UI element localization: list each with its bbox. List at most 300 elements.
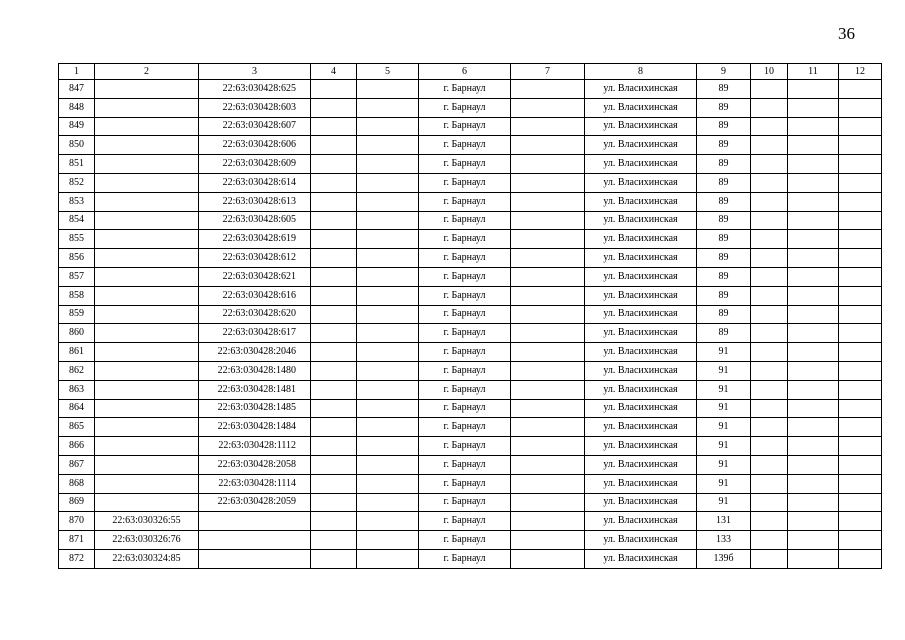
table-row <box>59 531 882 550</box>
empty-cell <box>311 80 357 99</box>
empty-cell <box>311 155 357 174</box>
empty-cell <box>751 249 788 268</box>
empty-cell <box>511 286 585 305</box>
cadastral-number-cell: 22:63:030428:617 <box>199 324 311 343</box>
cadastral-number-cell: 22:63:030428:1112 <box>199 437 311 456</box>
header-row <box>59 64 882 80</box>
city-cell: г. Барнаул <box>419 249 511 268</box>
empty-cell <box>357 474 419 493</box>
empty-cell <box>839 98 882 117</box>
page-number: 36 <box>838 24 855 43</box>
row-number-cell: 847 <box>59 80 95 99</box>
empty-cell <box>511 418 585 437</box>
cadastral-number-cell: 22:63:030428:606 <box>199 136 311 155</box>
empty-cell <box>357 173 419 192</box>
empty-cell <box>357 343 419 362</box>
column-header: 2 <box>95 64 199 80</box>
parcel-number-cell <box>95 305 199 324</box>
table-row <box>59 230 882 249</box>
column-header: 6 <box>419 64 511 80</box>
parcel-number-cell <box>95 211 199 230</box>
table-row <box>59 399 882 418</box>
street-cell: ул. Власихинская <box>585 324 697 343</box>
street-cell: ул. Власихинская <box>585 531 697 550</box>
column-header: 8 <box>585 64 697 80</box>
street-cell: ул. Власихинская <box>585 192 697 211</box>
city-cell: г. Барнаул <box>419 437 511 456</box>
empty-cell <box>511 230 585 249</box>
empty-cell <box>751 80 788 99</box>
empty-cell <box>788 343 839 362</box>
street-cell: ул. Власихинская <box>585 249 697 268</box>
empty-cell <box>357 98 419 117</box>
empty-cell <box>751 136 788 155</box>
empty-cell <box>788 192 839 211</box>
row-number-cell: 854 <box>59 211 95 230</box>
street-cell: ул. Власихинская <box>585 305 697 324</box>
row-number-cell: 851 <box>59 155 95 174</box>
empty-cell <box>511 80 585 99</box>
empty-cell <box>751 399 788 418</box>
column-header: 7 <box>511 64 585 80</box>
empty-cell <box>788 512 839 531</box>
street-cell: ул. Власихинская <box>585 455 697 474</box>
empty-cell <box>751 361 788 380</box>
cadastral-number-cell: 22:63:030428:2046 <box>199 343 311 362</box>
empty-cell <box>751 531 788 550</box>
empty-cell <box>357 305 419 324</box>
empty-cell <box>357 80 419 99</box>
parcel-number-cell <box>95 361 199 380</box>
city-cell: г. Барнаул <box>419 474 511 493</box>
empty-cell <box>751 512 788 531</box>
empty-cell <box>511 343 585 362</box>
street-cell: ул. Власихинская <box>585 549 697 568</box>
empty-cell <box>839 305 882 324</box>
row-number-cell: 871 <box>59 531 95 550</box>
table-row <box>59 380 882 399</box>
parcel-number-cell <box>95 155 199 174</box>
empty-cell <box>357 361 419 380</box>
city-cell: г. Барнаул <box>419 455 511 474</box>
empty-cell <box>311 531 357 550</box>
row-number-cell: 855 <box>59 230 95 249</box>
empty-cell <box>311 399 357 418</box>
empty-cell <box>839 267 882 286</box>
empty-cell <box>311 117 357 136</box>
empty-cell <box>311 249 357 268</box>
table-row <box>59 80 882 99</box>
row-number-cell: 857 <box>59 267 95 286</box>
house-number-cell: 89 <box>697 173 751 192</box>
empty-cell <box>357 380 419 399</box>
empty-cell <box>311 173 357 192</box>
house-number-cell: 131 <box>697 512 751 531</box>
street-cell: ул. Власихинская <box>585 230 697 249</box>
row-number-cell: 867 <box>59 455 95 474</box>
city-cell: г. Барнаул <box>419 324 511 343</box>
city-cell: г. Барнаул <box>419 343 511 362</box>
empty-cell <box>839 192 882 211</box>
cadastral-number-cell: 22:63:030428:614 <box>199 173 311 192</box>
empty-cell <box>788 305 839 324</box>
empty-cell <box>839 249 882 268</box>
cadastral-number-cell: 22:63:030428:1114 <box>199 474 311 493</box>
column-header: 5 <box>357 64 419 80</box>
parcel-number-cell <box>95 117 199 136</box>
street-cell: ул. Власихинская <box>585 267 697 286</box>
empty-cell <box>839 324 882 343</box>
empty-cell <box>751 474 788 493</box>
column-header: 9 <box>697 64 751 80</box>
empty-cell <box>788 324 839 343</box>
row-number-cell: 850 <box>59 136 95 155</box>
parcel-number-cell <box>95 380 199 399</box>
city-cell: г. Барнаул <box>419 361 511 380</box>
empty-cell <box>839 380 882 399</box>
empty-cell <box>788 361 839 380</box>
empty-cell <box>751 117 788 136</box>
empty-cell <box>751 211 788 230</box>
city-cell: г. Барнаул <box>419 267 511 286</box>
street-cell: ул. Власихинская <box>585 361 697 380</box>
street-cell: ул. Власихинская <box>585 173 697 192</box>
empty-cell <box>311 305 357 324</box>
empty-cell <box>357 249 419 268</box>
column-header: 4 <box>311 64 357 80</box>
house-number-cell: 91 <box>697 474 751 493</box>
cadastral-number-cell <box>199 512 311 531</box>
parcel-number-cell <box>95 136 199 155</box>
empty-cell <box>751 230 788 249</box>
row-number-cell: 859 <box>59 305 95 324</box>
empty-cell <box>839 361 882 380</box>
street-cell: ул. Власихинская <box>585 155 697 174</box>
empty-cell <box>788 549 839 568</box>
empty-cell <box>788 399 839 418</box>
registry-table <box>58 63 882 569</box>
empty-cell <box>839 211 882 230</box>
column-header: 11 <box>788 64 839 80</box>
house-number-cell: 89 <box>697 324 751 343</box>
empty-cell <box>357 418 419 437</box>
table-row <box>59 512 882 531</box>
empty-cell <box>511 249 585 268</box>
empty-cell <box>788 418 839 437</box>
row-number-cell: 853 <box>59 192 95 211</box>
street-cell: ул. Власихинская <box>585 286 697 305</box>
row-number-cell: 856 <box>59 249 95 268</box>
cadastral-number-cell: 22:63:030428:616 <box>199 286 311 305</box>
street-cell: ул. Власихинская <box>585 493 697 512</box>
house-number-cell: 89 <box>697 249 751 268</box>
table-row <box>59 493 882 512</box>
house-number-cell: 91 <box>697 493 751 512</box>
table-row <box>59 267 882 286</box>
city-cell: г. Барнаул <box>419 155 511 174</box>
city-cell: г. Барнаул <box>419 305 511 324</box>
empty-cell <box>751 173 788 192</box>
row-number-cell: 860 <box>59 324 95 343</box>
empty-cell <box>511 267 585 286</box>
city-cell: г. Барнаул <box>419 380 511 399</box>
empty-cell <box>511 305 585 324</box>
cadastral-number-cell: 22:63:030428:607 <box>199 117 311 136</box>
empty-cell <box>751 267 788 286</box>
parcel-number-cell <box>95 399 199 418</box>
table-row <box>59 211 882 230</box>
city-cell: г. Барнаул <box>419 493 511 512</box>
street-cell: ул. Власихинская <box>585 512 697 531</box>
empty-cell <box>511 512 585 531</box>
empty-cell <box>751 192 788 211</box>
empty-cell <box>311 474 357 493</box>
city-cell: г. Барнаул <box>419 98 511 117</box>
city-cell: г. Барнаул <box>419 192 511 211</box>
empty-cell <box>511 324 585 343</box>
empty-cell <box>357 286 419 305</box>
empty-cell <box>357 399 419 418</box>
house-number-cell: 91 <box>697 343 751 362</box>
column-header: 12 <box>839 64 882 80</box>
empty-cell <box>839 493 882 512</box>
parcel-number-cell: 22:63:030324:85 <box>95 549 199 568</box>
empty-cell <box>511 437 585 456</box>
street-cell: ул. Власихинская <box>585 98 697 117</box>
street-cell: ул. Власихинская <box>585 418 697 437</box>
parcel-number-cell <box>95 192 199 211</box>
row-number-cell: 869 <box>59 493 95 512</box>
house-number-cell: 133 <box>697 531 751 550</box>
cadastral-number-cell: 22:63:030428:1480 <box>199 361 311 380</box>
empty-cell <box>357 437 419 456</box>
empty-cell <box>311 324 357 343</box>
table-row <box>59 155 882 174</box>
empty-cell <box>511 136 585 155</box>
empty-cell <box>511 192 585 211</box>
street-cell: ул. Власихинская <box>585 399 697 418</box>
empty-cell <box>311 437 357 456</box>
empty-cell <box>788 80 839 99</box>
empty-cell <box>751 437 788 456</box>
empty-cell <box>357 549 419 568</box>
empty-cell <box>788 98 839 117</box>
parcel-number-cell <box>95 324 199 343</box>
empty-cell <box>839 474 882 493</box>
empty-cell <box>311 512 357 531</box>
empty-cell <box>357 117 419 136</box>
empty-cell <box>839 455 882 474</box>
table-row <box>59 437 882 456</box>
empty-cell <box>511 474 585 493</box>
table-row <box>59 286 882 305</box>
empty-cell <box>839 512 882 531</box>
parcel-number-cell <box>95 455 199 474</box>
empty-cell <box>511 98 585 117</box>
empty-cell <box>839 531 882 550</box>
empty-cell <box>311 267 357 286</box>
empty-cell <box>839 286 882 305</box>
table-row <box>59 361 882 380</box>
table-row <box>59 117 882 136</box>
row-number-cell: 864 <box>59 399 95 418</box>
empty-cell <box>311 361 357 380</box>
house-number-cell: 91 <box>697 455 751 474</box>
city-cell: г. Барнаул <box>419 531 511 550</box>
empty-cell <box>788 117 839 136</box>
row-number-cell: 872 <box>59 549 95 568</box>
table-row <box>59 173 882 192</box>
empty-cell <box>788 267 839 286</box>
table-row <box>59 455 882 474</box>
house-number-cell: 91 <box>697 399 751 418</box>
row-number-cell: 862 <box>59 361 95 380</box>
cadastral-number-cell: 22:63:030428:2059 <box>199 493 311 512</box>
empty-cell <box>511 455 585 474</box>
row-number-cell: 858 <box>59 286 95 305</box>
empty-cell <box>511 361 585 380</box>
cadastral-number-cell: 22:63:030428:612 <box>199 249 311 268</box>
house-number-cell: 89 <box>697 286 751 305</box>
empty-cell <box>751 155 788 174</box>
empty-cell <box>357 192 419 211</box>
empty-cell <box>511 380 585 399</box>
house-number-cell: 89 <box>697 211 751 230</box>
empty-cell <box>839 230 882 249</box>
empty-cell <box>839 399 882 418</box>
house-number-cell: 139б <box>697 549 751 568</box>
row-number-cell: 865 <box>59 418 95 437</box>
table-row <box>59 249 882 268</box>
empty-cell <box>357 230 419 249</box>
empty-cell <box>357 155 419 174</box>
house-number-cell: 89 <box>697 136 751 155</box>
row-number-cell: 870 <box>59 512 95 531</box>
cadastral-number-cell: 22:63:030428:620 <box>199 305 311 324</box>
empty-cell <box>311 343 357 362</box>
empty-cell <box>839 437 882 456</box>
parcel-number-cell <box>95 80 199 99</box>
cadastral-number-cell: 22:63:030428:613 <box>199 192 311 211</box>
empty-cell <box>357 455 419 474</box>
city-cell: г. Барнаул <box>419 211 511 230</box>
row-number-cell: 848 <box>59 98 95 117</box>
empty-cell <box>311 136 357 155</box>
empty-cell <box>788 230 839 249</box>
parcel-number-cell <box>95 230 199 249</box>
table-row <box>59 418 882 437</box>
empty-cell <box>788 136 839 155</box>
empty-cell <box>751 549 788 568</box>
empty-cell <box>311 418 357 437</box>
empty-cell <box>311 230 357 249</box>
city-cell: г. Барнаул <box>419 136 511 155</box>
column-header: 1 <box>59 64 95 80</box>
row-number-cell: 852 <box>59 173 95 192</box>
empty-cell <box>311 549 357 568</box>
empty-cell <box>839 155 882 174</box>
cadastral-number-cell: 22:63:030428:625 <box>199 80 311 99</box>
empty-cell <box>788 437 839 456</box>
empty-cell <box>839 418 882 437</box>
city-cell: г. Барнаул <box>419 399 511 418</box>
empty-cell <box>839 80 882 99</box>
street-cell: ул. Власихинская <box>585 80 697 99</box>
empty-cell <box>357 493 419 512</box>
parcel-number-cell <box>95 286 199 305</box>
empty-cell <box>788 380 839 399</box>
row-number-cell: 849 <box>59 117 95 136</box>
empty-cell <box>839 343 882 362</box>
empty-cell <box>839 117 882 136</box>
parcel-number-cell <box>95 343 199 362</box>
street-cell: ул. Власихинская <box>585 343 697 362</box>
empty-cell <box>751 305 788 324</box>
cadastral-number-cell: 22:63:030428:603 <box>199 98 311 117</box>
parcel-number-cell <box>95 437 199 456</box>
house-number-cell: 91 <box>697 418 751 437</box>
empty-cell <box>751 493 788 512</box>
row-number-cell: 861 <box>59 343 95 362</box>
empty-cell <box>788 173 839 192</box>
parcel-number-cell <box>95 493 199 512</box>
house-number-cell: 89 <box>697 305 751 324</box>
empty-cell <box>788 211 839 230</box>
empty-cell <box>511 117 585 136</box>
row-number-cell: 866 <box>59 437 95 456</box>
table-row <box>59 343 882 362</box>
empty-cell <box>357 136 419 155</box>
street-cell: ул. Власихинская <box>585 117 697 136</box>
cadastral-number-cell: 22:63:030428:609 <box>199 155 311 174</box>
empty-cell <box>311 455 357 474</box>
empty-cell <box>751 418 788 437</box>
parcel-number-cell <box>95 173 199 192</box>
table-row <box>59 136 882 155</box>
street-cell: ул. Власихинская <box>585 474 697 493</box>
empty-cell <box>751 455 788 474</box>
empty-cell <box>311 493 357 512</box>
cadastral-number-cell <box>199 531 311 550</box>
table-row <box>59 474 882 493</box>
cadastral-number-cell: 22:63:030428:1485 <box>199 399 311 418</box>
street-cell: ул. Власихинская <box>585 211 697 230</box>
empty-cell <box>357 531 419 550</box>
house-number-cell: 89 <box>697 230 751 249</box>
empty-cell <box>357 267 419 286</box>
cadastral-number-cell: 22:63:030428:2058 <box>199 455 311 474</box>
street-cell: ул. Власихинская <box>585 136 697 155</box>
cadastral-number-cell: 22:63:030428:605 <box>199 211 311 230</box>
city-cell: г. Барнаул <box>419 286 511 305</box>
city-cell: г. Барнаул <box>419 418 511 437</box>
empty-cell <box>788 531 839 550</box>
city-cell: г. Барнаул <box>419 173 511 192</box>
table-row <box>59 305 882 324</box>
row-number-cell: 863 <box>59 380 95 399</box>
empty-cell <box>839 173 882 192</box>
empty-cell <box>751 286 788 305</box>
city-cell: г. Барнаул <box>419 512 511 531</box>
cadastral-number-cell: 22:63:030428:1481 <box>199 380 311 399</box>
empty-cell <box>839 549 882 568</box>
cadastral-number-cell: 22:63:030428:1484 <box>199 418 311 437</box>
table-row <box>59 549 882 568</box>
empty-cell <box>788 493 839 512</box>
empty-cell <box>788 155 839 174</box>
city-cell: г. Барнаул <box>419 549 511 568</box>
house-number-cell: 91 <box>697 437 751 456</box>
